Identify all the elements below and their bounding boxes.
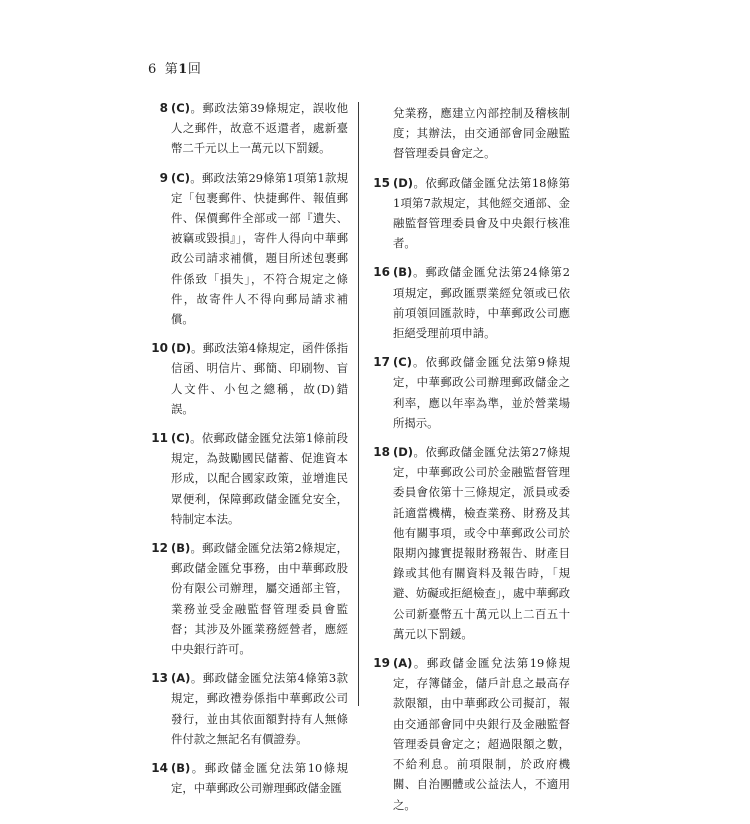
question-number: 19	[373, 656, 390, 671]
question-number: 8	[159, 101, 168, 115]
answer-choice: (C)	[171, 431, 190, 446]
explanation: 。郵政儲金匯兌法第10條規定，中華郵政公司辦理郵政儲金匯	[171, 761, 348, 796]
question-number: 10	[151, 341, 168, 356]
explanation-text	[171, 168, 348, 330]
answer-choice: (A)	[393, 656, 413, 671]
answer-item-11	[148, 428, 348, 529]
answer-choice: (D)	[393, 445, 414, 460]
answer-item-12	[148, 538, 348, 659]
answer-item-16	[370, 262, 570, 343]
question-number: 16	[373, 265, 390, 280]
answer-choice: (D)	[171, 341, 192, 356]
explanation: 。依郵政儲金匯兌法第9條規定，中華郵政公司辦理郵政儲金之利率，應以年率為準，並於營業場所揭示。	[393, 355, 570, 430]
explanation-text	[171, 338, 348, 419]
explanation: 兌業務，應建立內部控制及稽核制度；其辦法，由交通部會同金融監督管理委員會定之。	[393, 106, 570, 161]
answer-item-14	[148, 758, 348, 798]
page-header	[148, 58, 201, 77]
chapter-suffix: 回	[187, 62, 202, 77]
answer-choice: (C)	[171, 101, 190, 115]
answer-choice: (B)	[171, 541, 191, 556]
explanation-text	[171, 538, 348, 659]
explanation: 。依郵政儲金匯兌法第1條前段規定，為鼓勵國民儲蓄、促進資本形成，以配合國家政策，並增進民眾便利，保障郵政儲金匯兌安全，特制定本法。	[171, 431, 348, 526]
page-number: 6	[148, 62, 157, 77]
question-number: 14	[151, 761, 168, 776]
explanation-text	[171, 758, 348, 798]
explanation-text	[393, 173, 570, 254]
answer-item-9	[148, 168, 348, 330]
chapter-number: 1	[178, 62, 188, 77]
right-column	[370, 103, 570, 824]
explanation-text	[393, 442, 570, 644]
answer-choice: (C)	[393, 355, 412, 370]
explanation-text	[171, 428, 348, 529]
explanation: 。依郵政儲金匯兌法第27條規定，中華郵政公司於金融監督管理委員會依第十三條規定，派員或委託適當機構，檢查業務、財務及其他有關事項，或令中華郵政公司於限期內據實提報財務報告、財產目錄或其他有關資料及報告時，「規避、妨礙或拒絕檢查」，處中華郵政公司新臺幣五十萬元以上二百五十萬元以下罰鍰。	[393, 445, 570, 641]
explanation: 。郵政法第39條規定，誤收他人之郵件，故意不返還者，處新臺幣二千元以上一萬元以下罰鍰。	[171, 101, 348, 156]
column-divider	[358, 102, 359, 706]
explanation-text	[171, 98, 348, 159]
explanation: 。郵政法第4條規定，函件係指信函、明信片、郵簡、印刷物、盲人文件、小包之總稱，故(D)錯誤。	[171, 341, 348, 416]
explanation-text	[393, 653, 570, 815]
explanation: 。依郵政儲金匯兌法第18條第1項第7款規定，其他經交通部、金融監督管理委員會及中央銀行核准者。	[393, 175, 570, 251]
answer-item-15	[370, 173, 570, 254]
explanation: 。郵政儲金匯兌法第24條第2項規定，郵政匯票業經兌領或已依前項領回匯款時，中華郵政公司應拒絕受理前項申請。	[393, 265, 570, 341]
answer-choice: (B)	[171, 761, 191, 776]
answer-item-19	[370, 653, 570, 815]
explanation-text	[370, 103, 570, 164]
answer-item-14-continued	[370, 103, 570, 164]
explanation-text	[393, 262, 570, 343]
explanation-text	[393, 352, 570, 433]
left-column	[148, 98, 348, 808]
explanation: 。郵政儲金匯兌法第4條第3款規定，郵政禮券係指中華郵政公司發行，並由其依面額對持有人無條件付款之無記名有價證券。	[171, 671, 348, 746]
answer-choice: (C)	[171, 170, 190, 185]
question-number: 18	[373, 445, 390, 460]
question-number: 13	[151, 671, 168, 686]
answer-item-13	[148, 668, 348, 749]
explanation: 。郵政儲金匯兌法第2條規定，郵政儲金匯兌事務，由中華郵政股份有限公司辦理，屬交通部主管，業務並受金融監督管理委員會監督；其涉及外匯業務經營者，應經中央銀行許可。	[171, 541, 348, 657]
question-number: 11	[151, 431, 168, 446]
question-number: 12	[151, 541, 168, 556]
answer-choice: (B)	[393, 265, 413, 280]
answer-choice: (A)	[171, 671, 191, 686]
chapter-prefix: 第	[164, 62, 179, 77]
answer-item-8	[148, 98, 348, 159]
explanation: 。郵政法第29條第1項第1款規定「包裹郵件、快捷郵件、報值郵件、保價郵件全部或一部『遺失、被竊或毀損』」，寄件人得向中華郵政公司請求補償，題目所述包裹郵件係致「損失」，不符合規定之條件，故寄件人不得向郵局請求補償。	[171, 170, 348, 327]
answer-item-17	[370, 352, 570, 433]
explanation-text	[171, 668, 348, 749]
answer-item-18	[370, 442, 570, 644]
question-number: 9	[159, 170, 168, 185]
answer-item-10	[148, 338, 348, 419]
explanation: 。郵政儲金匯兌法第19條規定，存簿儲金，儲戶計息之最高存款限額，由中華郵政公司擬訂，報由交通部會同中央銀行及金融監督管理委員會定之；超過限額之數，不給利息。前項限制，於政府機關、自治團體或公益法人，不適用之。	[393, 656, 570, 812]
question-number: 17	[373, 355, 390, 370]
question-number: 15	[373, 175, 390, 190]
answer-choice: (D)	[393, 175, 414, 190]
